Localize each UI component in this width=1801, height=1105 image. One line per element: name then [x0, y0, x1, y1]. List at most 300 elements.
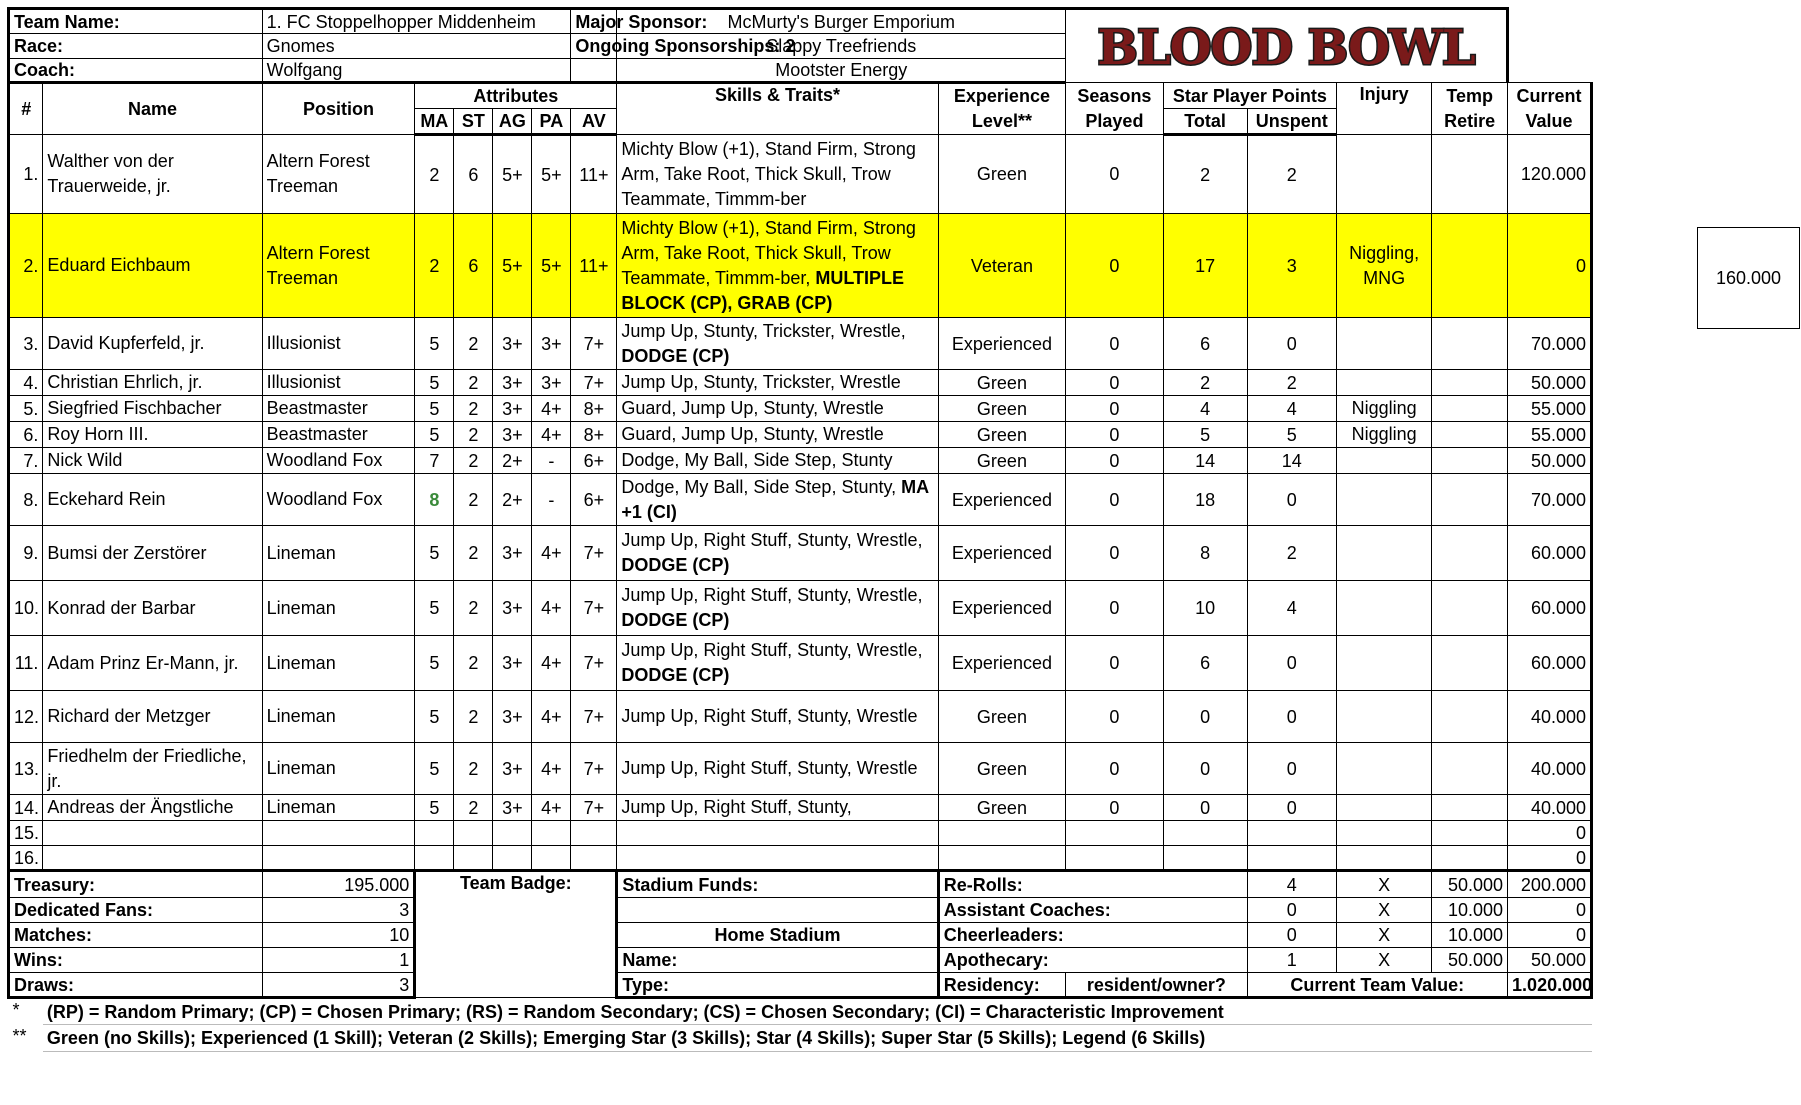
player-position[interactable]: Lineman: [262, 743, 415, 795]
player-name[interactable]: Walther von der Trauerweide, jr.: [43, 135, 262, 214]
cheerleaders-qty[interactable]: 0: [1247, 923, 1337, 948]
player-row[interactable]: [9, 526, 1592, 581]
player-value[interactable]: 70.000: [1508, 318, 1592, 370]
player-injury[interactable]: [1337, 743, 1432, 795]
player-ma[interactable]: [415, 821, 454, 846]
player-ma[interactable]: 5: [415, 636, 454, 691]
player-seasons[interactable]: 0: [1066, 474, 1164, 526]
player-av[interactable]: 6+: [571, 474, 617, 526]
player-row[interactable]: [9, 422, 1592, 448]
player-pa[interactable]: 4+: [532, 422, 571, 448]
player-skills[interactable]: [617, 795, 938, 821]
player-num[interactable]: 16.: [9, 846, 43, 871]
matches-value[interactable]: 10: [262, 923, 415, 948]
player-experience[interactable]: Experienced: [938, 318, 1065, 370]
team-name-value[interactable]: 1. FC Stoppelhopper Middenheim: [262, 9, 571, 34]
player-spp-total[interactable]: 2: [1163, 370, 1247, 396]
team-name-label: Team Name:: [9, 9, 263, 34]
player-experience[interactable]: [938, 821, 1065, 846]
current-team-value-label: Current Team Value:: [1247, 973, 1508, 998]
draws-label: Draws:: [9, 973, 263, 998]
player-ma[interactable]: 5: [415, 743, 454, 795]
player-name[interactable]: Siegfried Fischbacher: [43, 396, 262, 422]
player-pa[interactable]: 4+: [532, 581, 571, 636]
player-ag[interactable]: 3+: [493, 691, 532, 743]
player-num[interactable]: 6.: [9, 422, 43, 448]
player-skills[interactable]: [617, 214, 938, 318]
player-experience[interactable]: [938, 846, 1065, 871]
player-injury[interactable]: [1337, 526, 1432, 581]
player-av[interactable]: 7+: [571, 318, 617, 370]
player-seasons[interactable]: 0: [1066, 448, 1164, 474]
player-spp-unspent[interactable]: 0: [1247, 636, 1337, 691]
treasury-value[interactable]: 195.000: [262, 871, 415, 898]
player-name[interactable]: Friedhelm der Friedliche, jr.: [43, 743, 262, 795]
player-injury[interactable]: Niggling, MNG: [1337, 214, 1432, 318]
player-temp-retire[interactable]: [1432, 795, 1508, 821]
player-num[interactable]: 5.: [9, 396, 43, 422]
player-row[interactable]: [9, 448, 1592, 474]
col-av: AV: [571, 109, 617, 135]
player-spp-total[interactable]: 10: [1163, 581, 1247, 636]
player-spp-unspent[interactable]: 0: [1247, 691, 1337, 743]
player-ag[interactable]: [493, 821, 532, 846]
player-row[interactable]: [9, 214, 1592, 318]
player-name[interactable]: Eduard Eichbaum: [43, 214, 262, 318]
player-av[interactable]: [571, 846, 617, 871]
player-temp-retire[interactable]: [1432, 691, 1508, 743]
player-injury[interactable]: [1337, 636, 1432, 691]
player-experience[interactable]: Green: [938, 422, 1065, 448]
player-av[interactable]: 11+: [571, 214, 617, 318]
player-st[interactable]: 2: [454, 795, 493, 821]
player-av[interactable]: 7+: [571, 526, 617, 581]
player-num[interactable]: 15.: [9, 821, 43, 846]
player-spp-total[interactable]: 2: [1163, 135, 1247, 214]
player-position[interactable]: Lineman: [262, 526, 415, 581]
player-temp-retire[interactable]: [1432, 821, 1508, 846]
player-seasons[interactable]: 0: [1066, 135, 1164, 214]
player-st[interactable]: 6: [454, 135, 493, 214]
player-spp-unspent[interactable]: 2: [1247, 526, 1337, 581]
player-experience[interactable]: Green: [938, 691, 1065, 743]
coach-value[interactable]: Wolfgang: [262, 58, 571, 82]
race-value[interactable]: Gnomes: [262, 34, 571, 58]
player-position[interactable]: Lineman: [262, 581, 415, 636]
player-seasons[interactable]: 0: [1066, 691, 1164, 743]
apothecary-qty[interactable]: 1: [1247, 948, 1337, 973]
player-name[interactable]: Andreas der Ängstliche: [43, 795, 262, 821]
player-temp-retire[interactable]: [1432, 846, 1508, 871]
player-experience[interactable]: Experienced: [938, 636, 1065, 691]
player-st[interactable]: 2: [454, 448, 493, 474]
player-temp-retire[interactable]: [1432, 135, 1508, 214]
player-skills[interactable]: [617, 370, 938, 396]
player-ag[interactable]: [493, 846, 532, 871]
player-av[interactable]: 7+: [571, 636, 617, 691]
player-spp-unspent[interactable]: 14: [1247, 448, 1337, 474]
player-pa[interactable]: 5+: [532, 135, 571, 214]
player-pa[interactable]: 3+: [532, 370, 571, 396]
player-av[interactable]: [571, 821, 617, 846]
player-ma[interactable]: 5: [415, 396, 454, 422]
player-pa[interactable]: -: [532, 448, 571, 474]
player-spp-unspent[interactable]: 3: [1247, 214, 1337, 318]
draws-value[interactable]: 3: [262, 973, 415, 998]
player-ag[interactable]: 3+: [493, 636, 532, 691]
player-row[interactable]: [9, 370, 1592, 396]
player-injury[interactable]: [1337, 370, 1432, 396]
player-temp-retire[interactable]: [1432, 581, 1508, 636]
player-spp-unspent[interactable]: [1247, 846, 1337, 871]
player-skills[interactable]: [617, 422, 938, 448]
player-seasons[interactable]: 0: [1066, 214, 1164, 318]
player-av[interactable]: 6+: [571, 448, 617, 474]
player-temp-retire[interactable]: [1432, 743, 1508, 795]
player-ag[interactable]: 3+: [493, 581, 532, 636]
player-spp-total[interactable]: 8: [1163, 526, 1247, 581]
player-num[interactable]: 9.: [9, 526, 43, 581]
player-st[interactable]: 2: [454, 743, 493, 795]
player-row[interactable]: [9, 846, 1592, 871]
player-pa[interactable]: 3+: [532, 318, 571, 370]
player-av[interactable]: 8+: [571, 396, 617, 422]
player-ma[interactable]: 5: [415, 581, 454, 636]
player-spp-total[interactable]: 4: [1163, 396, 1247, 422]
dedicated-fans-value[interactable]: 3: [262, 898, 415, 923]
player-row[interactable]: [9, 318, 1592, 370]
player-name[interactable]: Nick Wild: [43, 448, 262, 474]
player-pa[interactable]: 5+: [532, 214, 571, 318]
player-spp-total[interactable]: 17: [1163, 214, 1247, 318]
player-value[interactable]: 40.000: [1508, 743, 1592, 795]
player-spp-unspent[interactable]: 5: [1247, 422, 1337, 448]
player-temp-retire[interactable]: [1432, 422, 1508, 448]
player-seasons[interactable]: 0: [1066, 396, 1164, 422]
player-spp-total[interactable]: 0: [1163, 743, 1247, 795]
player-injury[interactable]: [1337, 135, 1432, 214]
player-skills[interactable]: [617, 396, 938, 422]
player-pa[interactable]: 4+: [532, 396, 571, 422]
player-ag[interactable]: 3+: [493, 526, 532, 581]
cheerleaders-total: 0: [1508, 923, 1592, 948]
player-value[interactable]: 0: [1508, 214, 1592, 318]
player-num[interactable]: 8.: [9, 474, 43, 526]
player-spp-unspent[interactable]: [1247, 821, 1337, 846]
player-spp-unspent[interactable]: 0: [1247, 795, 1337, 821]
player-pa[interactable]: [532, 821, 571, 846]
player-av[interactable]: 7+: [571, 795, 617, 821]
player-pa[interactable]: 4+: [532, 636, 571, 691]
player-value[interactable]: 50.000: [1508, 370, 1592, 396]
player-injury[interactable]: Niggling: [1337, 422, 1432, 448]
player-st[interactable]: 2: [454, 396, 493, 422]
player-num[interactable]: 2.: [9, 214, 43, 318]
player-seasons[interactable]: 0: [1066, 422, 1164, 448]
player-injury[interactable]: [1337, 795, 1432, 821]
player-skills[interactable]: [617, 581, 938, 636]
player-seasons[interactable]: [1066, 821, 1164, 846]
player-spp-total[interactable]: 5: [1163, 422, 1247, 448]
player-av[interactable]: 11+: [571, 135, 617, 214]
player-seasons[interactable]: 0: [1066, 318, 1164, 370]
player-ag[interactable]: 3+: [493, 795, 532, 821]
player-num[interactable]: 14.: [9, 795, 43, 821]
player-spp-total[interactable]: 0: [1163, 795, 1247, 821]
player-seasons[interactable]: [1066, 846, 1164, 871]
skills-text: Jump Up, Right Stuff, Stunty,: [621, 797, 852, 817]
player-row[interactable]: [9, 581, 1592, 636]
player-spp-unspent[interactable]: 4: [1247, 396, 1337, 422]
player-experience[interactable]: Experienced: [938, 581, 1065, 636]
player-position[interactable]: Beastmaster: [262, 396, 415, 422]
player-pa[interactable]: [532, 846, 571, 871]
player-ma[interactable]: 5: [415, 370, 454, 396]
player-experience[interactable]: Green: [938, 743, 1065, 795]
player-experience[interactable]: Veteran: [938, 214, 1065, 318]
major-sponsor-value[interactable]: McMurty's Burger Emporium: [617, 9, 1066, 34]
player-name[interactable]: Christian Ehrlich, jr.: [43, 370, 262, 396]
player-ag[interactable]: 3+: [493, 318, 532, 370]
player-spp-unspent[interactable]: 0: [1247, 474, 1337, 526]
player-experience[interactable]: Experienced: [938, 474, 1065, 526]
player-injury[interactable]: [1337, 448, 1432, 474]
player-injury[interactable]: [1337, 691, 1432, 743]
player-name[interactable]: [43, 846, 262, 871]
player-name[interactable]: Roy Horn III.: [43, 422, 262, 448]
player-av[interactable]: 7+: [571, 743, 617, 795]
rerolls-qty[interactable]: 4: [1247, 871, 1337, 898]
player-skills[interactable]: [617, 636, 938, 691]
player-value[interactable]: 55.000: [1508, 422, 1592, 448]
player-num[interactable]: 10.: [9, 581, 43, 636]
player-value[interactable]: 60.000: [1508, 581, 1592, 636]
player-name[interactable]: Konrad der Barbar: [43, 581, 262, 636]
player-ma[interactable]: 5: [415, 526, 454, 581]
player-spp-total[interactable]: 6: [1163, 636, 1247, 691]
player-temp-retire[interactable]: [1432, 636, 1508, 691]
player-row[interactable]: [9, 636, 1592, 691]
player-spp-total[interactable]: 14: [1163, 448, 1247, 474]
player-position[interactable]: Beastmaster: [262, 422, 415, 448]
player-ma[interactable]: 7: [415, 448, 454, 474]
player-experience[interactable]: Green: [938, 135, 1065, 214]
player-value[interactable]: 40.000: [1508, 795, 1592, 821]
player-av[interactable]: 8+: [571, 422, 617, 448]
player-skills[interactable]: [617, 135, 938, 214]
player-position[interactable]: [262, 821, 415, 846]
stadium-funds-value[interactable]: [617, 898, 938, 923]
player-num[interactable]: 12.: [9, 691, 43, 743]
player-skills[interactable]: [617, 691, 938, 743]
player-injury[interactable]: [1337, 318, 1432, 370]
player-skills[interactable]: [617, 846, 938, 871]
player-spp-unspent[interactable]: 2: [1247, 135, 1337, 214]
player-ag[interactable]: 5+: [493, 135, 532, 214]
player-ag[interactable]: 3+: [493, 396, 532, 422]
wins-value[interactable]: 1: [262, 948, 415, 973]
player-experience[interactable]: Green: [938, 370, 1065, 396]
player-experience[interactable]: Green: [938, 795, 1065, 821]
player-st[interactable]: 2: [454, 636, 493, 691]
player-position[interactable]: Altern Forest Treeman: [262, 135, 415, 214]
player-row[interactable]: [9, 821, 1592, 846]
player-av[interactable]: 7+: [571, 581, 617, 636]
player-position[interactable]: Woodland Fox: [262, 474, 415, 526]
player-position[interactable]: Illusionist: [262, 318, 415, 370]
player-spp-total[interactable]: 6: [1163, 318, 1247, 370]
player-num[interactable]: 4.: [9, 370, 43, 396]
player-ag[interactable]: 3+: [493, 743, 532, 795]
player-ma[interactable]: 8: [415, 474, 454, 526]
player-spp-total[interactable]: 0: [1163, 691, 1247, 743]
player-injury[interactable]: [1337, 581, 1432, 636]
player-st[interactable]: [454, 846, 493, 871]
player-temp-retire[interactable]: [1432, 318, 1508, 370]
player-position[interactable]: Altern Forest Treeman: [262, 214, 415, 318]
residency-value[interactable]: resident/owner?: [1066, 973, 1247, 998]
player-st[interactable]: 2: [454, 318, 493, 370]
player-name[interactable]: [43, 821, 262, 846]
player-injury[interactable]: Niggling: [1337, 396, 1432, 422]
player-spp-unspent[interactable]: 2: [1247, 370, 1337, 396]
player-value[interactable]: 60.000: [1508, 526, 1592, 581]
player-st[interactable]: 2: [454, 370, 493, 396]
player-experience[interactable]: Green: [938, 396, 1065, 422]
player-injury[interactable]: [1337, 474, 1432, 526]
player-seasons[interactable]: 0: [1066, 581, 1164, 636]
player-seasons[interactable]: 0: [1066, 743, 1164, 795]
apothecary-label: Apothecary:: [938, 948, 1247, 973]
player-num[interactable]: 1.: [9, 135, 43, 214]
player-ag[interactable]: 5+: [493, 214, 532, 318]
player-ma[interactable]: 5: [415, 795, 454, 821]
player-value[interactable]: 40.000: [1508, 691, 1592, 743]
player-name[interactable]: Adam Prinz Er-Mann, jr.: [43, 636, 262, 691]
player-spp-unspent[interactable]: 4: [1247, 581, 1337, 636]
player-spp-total[interactable]: [1163, 821, 1247, 846]
player-num[interactable]: 11.: [9, 636, 43, 691]
player-temp-retire[interactable]: [1432, 370, 1508, 396]
sponsor-3-value[interactable]: Mootster Energy: [617, 58, 1066, 82]
player-experience[interactable]: Green: [938, 448, 1065, 474]
assistant-coaches-qty[interactable]: 0: [1247, 898, 1337, 923]
player-row[interactable]: [9, 691, 1592, 743]
player-ag[interactable]: 2+: [493, 474, 532, 526]
player-ma[interactable]: 2: [415, 214, 454, 318]
player-injury[interactable]: [1337, 821, 1432, 846]
player-row[interactable]: [9, 795, 1592, 821]
player-row[interactable]: [9, 396, 1592, 422]
player-num[interactable]: 3.: [9, 318, 43, 370]
player-temp-retire[interactable]: [1432, 448, 1508, 474]
player-value[interactable]: 70.000: [1508, 474, 1592, 526]
player-spp-total[interactable]: [1163, 846, 1247, 871]
player-experience[interactable]: Experienced: [938, 526, 1065, 581]
player-pa[interactable]: 4+: [532, 795, 571, 821]
player-position[interactable]: Lineman: [262, 636, 415, 691]
player-ma[interactable]: 5: [415, 691, 454, 743]
player-ma[interactable]: 5: [415, 318, 454, 370]
rerolls-cost: 50.000: [1432, 871, 1508, 898]
player-temp-retire[interactable]: [1432, 214, 1508, 318]
player-ma[interactable]: [415, 846, 454, 871]
player-st[interactable]: 2: [454, 581, 493, 636]
player-av[interactable]: 7+: [571, 691, 617, 743]
player-pa[interactable]: 4+: [532, 743, 571, 795]
player-row[interactable]: [9, 743, 1592, 795]
player-ag[interactable]: 2+: [493, 448, 532, 474]
player-value[interactable]: 55.000: [1508, 396, 1592, 422]
player-row[interactable]: [9, 135, 1592, 214]
player-skills[interactable]: [617, 318, 938, 370]
player-name[interactable]: Bumsi der Zerstörer: [43, 526, 262, 581]
player-row[interactable]: [9, 474, 1592, 526]
player-position[interactable]: Woodland Fox: [262, 448, 415, 474]
player-position[interactable]: Lineman: [262, 691, 415, 743]
side-value-box: [1697, 227, 1800, 329]
player-value[interactable]: 0: [1508, 821, 1592, 846]
player-name[interactable]: Richard der Metzger: [43, 691, 262, 743]
player-name[interactable]: Eckehard Rein: [43, 474, 262, 526]
player-spp-total[interactable]: 18: [1163, 474, 1247, 526]
player-value[interactable]: 50.000: [1508, 448, 1592, 474]
player-pa[interactable]: -: [532, 474, 571, 526]
player-ag[interactable]: 3+: [493, 370, 532, 396]
player-temp-retire[interactable]: [1432, 526, 1508, 581]
player-st[interactable]: 2: [454, 474, 493, 526]
player-pa[interactable]: 4+: [532, 526, 571, 581]
player-pa[interactable]: 4+: [532, 691, 571, 743]
player-value[interactable]: 0: [1508, 846, 1592, 871]
player-ag[interactable]: 3+: [493, 422, 532, 448]
player-seasons[interactable]: 0: [1066, 636, 1164, 691]
player-st[interactable]: 6: [454, 214, 493, 318]
player-injury[interactable]: [1337, 846, 1432, 871]
wins-label: Wins:: [9, 948, 263, 973]
player-st[interactable]: 2: [454, 526, 493, 581]
player-seasons[interactable]: 0: [1066, 526, 1164, 581]
player-skills[interactable]: [617, 526, 938, 581]
player-st[interactable]: 2: [454, 422, 493, 448]
player-spp-unspent[interactable]: 0: [1247, 743, 1337, 795]
player-seasons[interactable]: 0: [1066, 370, 1164, 396]
player-temp-retire[interactable]: [1432, 474, 1508, 526]
player-position[interactable]: [262, 846, 415, 871]
player-position[interactable]: Illusionist: [262, 370, 415, 396]
player-num[interactable]: 7.: [9, 448, 43, 474]
player-spp-unspent[interactable]: 0: [1247, 318, 1337, 370]
skills-text: Jump Up, Right Stuff, Stunty, Wrestle,: [621, 585, 923, 605]
sponsor-2-value[interactable]: Slappy Treefriends: [617, 34, 1066, 58]
player-skills[interactable]: [617, 448, 938, 474]
player-seasons[interactable]: 0: [1066, 795, 1164, 821]
player-ma[interactable]: 5: [415, 422, 454, 448]
player-skills[interactable]: [617, 821, 938, 846]
player-temp-retire[interactable]: [1432, 396, 1508, 422]
player-num[interactable]: 13.: [9, 743, 43, 795]
player-av[interactable]: 7+: [571, 370, 617, 396]
player-st[interactable]: [454, 821, 493, 846]
player-ma[interactable]: 2: [415, 135, 454, 214]
player-value[interactable]: 60.000: [1508, 636, 1592, 691]
player-value[interactable]: 120.000: [1508, 135, 1592, 214]
player-position[interactable]: Lineman: [262, 795, 415, 821]
player-skills[interactable]: [617, 743, 938, 795]
player-name[interactable]: David Kupferfeld, jr.: [43, 318, 262, 370]
player-st[interactable]: 2: [454, 691, 493, 743]
player-skills[interactable]: [617, 474, 938, 526]
